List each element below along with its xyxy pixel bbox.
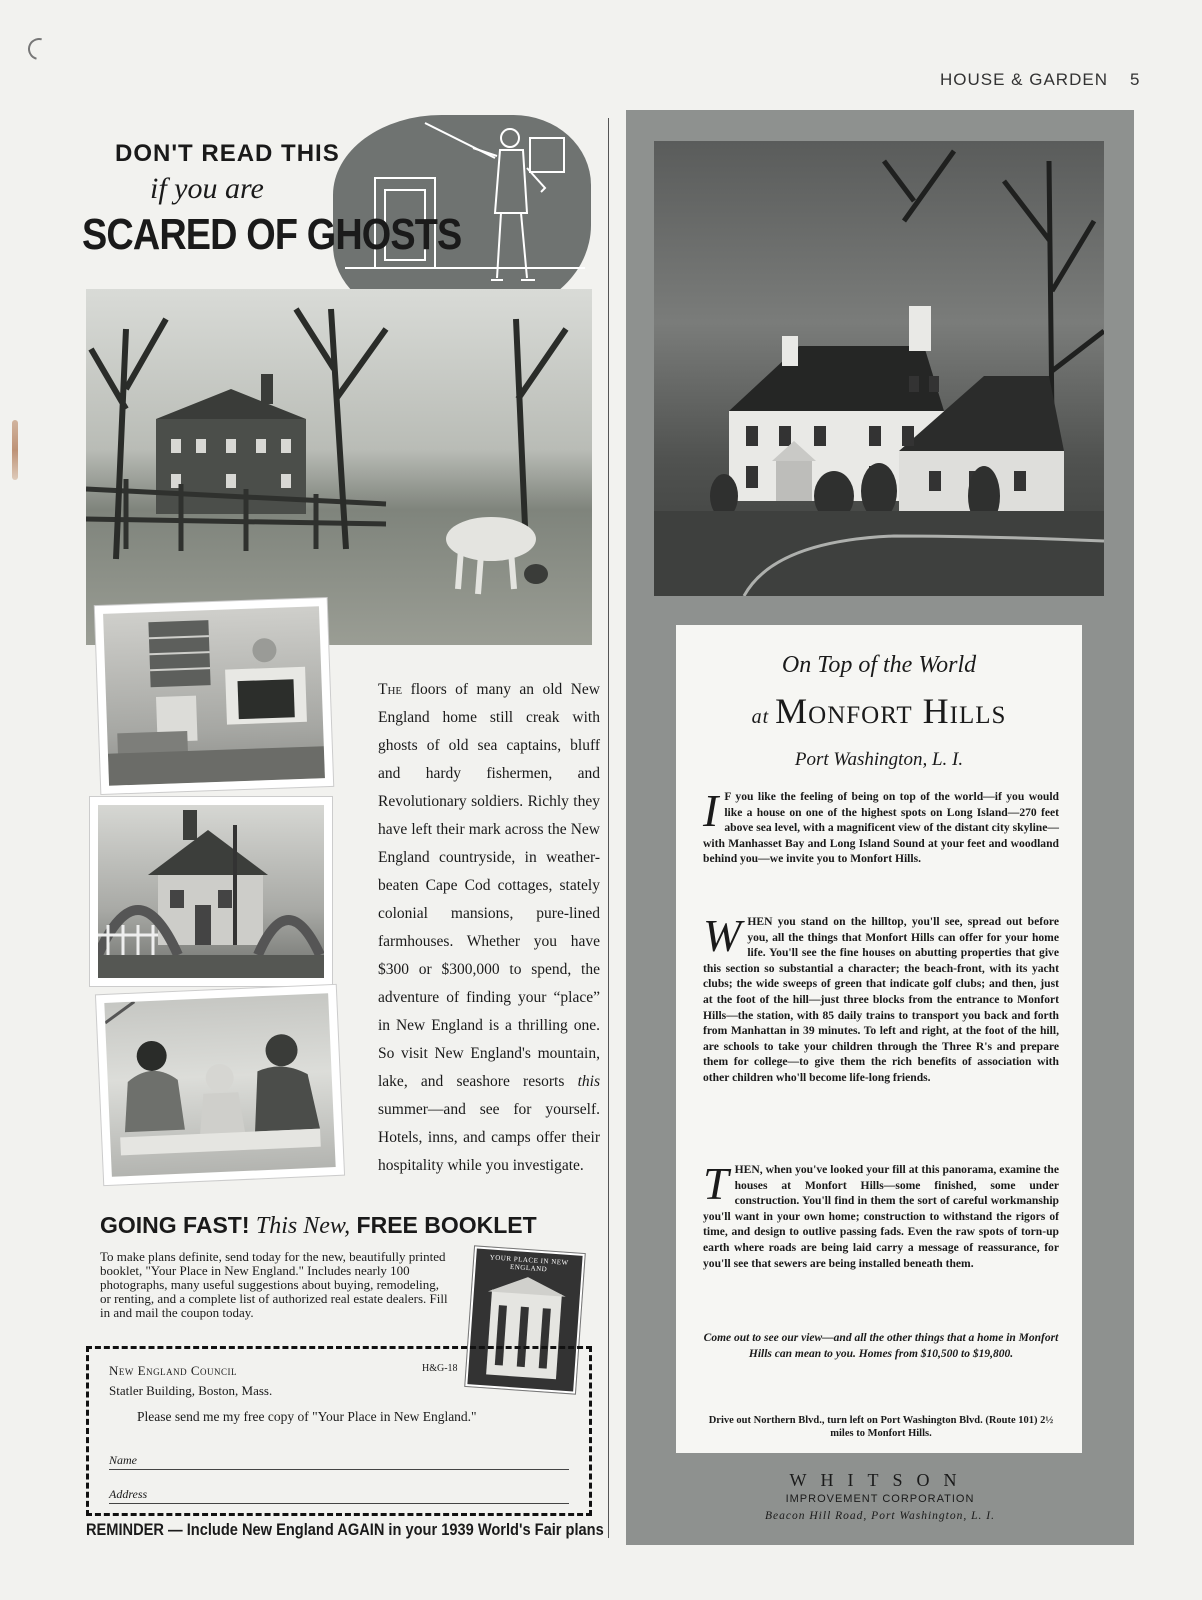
monfort-invitation: Come out to see our view—and all the other things that a home in Monfort Hills can mean to you. Homes from $10,500 to $19,800. — [703, 1332, 1059, 1360]
mail-coupon — [86, 1346, 592, 1516]
company-subtitle: IMPROVEMENT CORPORATION — [785, 1493, 975, 1505]
monfort-directions: Drive out Northern Blvd., turn left on Port Washington Blvd. (Route 101) 2½ miles to Monfort Hills. — [708, 1415, 1054, 1439]
body-copy-main: floors of many an old New England home still creak with ghosts of old sea captains, bluff and hardy fishermen, and Revolutionary soldiers. Richly they have left their mark across the New England countryside, in weather-beaten Cape Cod cottages, stately colonial mansions, pure-lined farmhouses. Whether you have $300 or $300,000 to spend, the adventure of finding your “place” in New England is a thrilling one. So visit New England's mountain, lake, and seashore resorts — [378, 681, 600, 1090]
headline-line-1: DON'T READ THIS — [115, 140, 340, 167]
coupon-address: Statler Building, Boston, Mass. — [109, 1383, 273, 1398]
body-copy — [378, 676, 600, 1180]
coupon-address-label: Address — [109, 1487, 148, 1501]
booklet-cover-title: YOUR PLACE IN NEW ENGLAND — [489, 1253, 569, 1274]
headline-line-2: if you are — [150, 172, 264, 205]
drop-cap-2: W — [703, 910, 742, 961]
monfort-title-2 — [676, 690, 1082, 732]
beach-family-photo — [96, 985, 344, 1185]
this-new-text: This New, — [255, 1213, 351, 1239]
body-copy-tail: summer—and see for yourself. Hotels, inns, and camps offer their hospitality while you investigate. — [378, 1101, 600, 1174]
coupon-request: Please send me my free copy of "Your Place in New England." — [137, 1409, 477, 1424]
reminder-line: REMINDER — Include New England AGAIN in your 1939 World's Fair plans — [86, 1520, 604, 1539]
monfort-location: Port Washington, L. I. — [794, 749, 964, 770]
monfort-hills-name: Monfort Hills — [775, 691, 1007, 731]
body-copy-emphasis: this — [577, 1073, 600, 1090]
cottage-photo — [90, 797, 332, 986]
coupon-council: New England Council — [109, 1363, 237, 1378]
magazine-name: HOUSE & GARDEN — [940, 70, 1108, 89]
paragraph-3-text: HEN, when you've looked your fill at this panorama, examine the houses at Monfort Hills—some finished, some under construction. You'll find in them the sort of careful workmanship you'll want in your own home; construction to withstand the rigors of time, and design to outlive passing fads. Even the raw spots of torn-up earth where roads are being laid carry a message of reassurance, for you'll see that sewers are being installed beneath them. — [703, 1163, 1059, 1270]
company-address: Beacon Hill Road, Port Washington, L. I. — [765, 1510, 995, 1522]
free-booklet-text: FREE BOOKLET — [356, 1212, 537, 1238]
column-divider — [608, 118, 609, 1538]
paper-stain — [12, 420, 18, 480]
company-name: WHITSON — [789, 1470, 971, 1490]
paragraph-1-text: F you like the feeling of being on top of the world—if you would like a house on one of the highest spots on Long Island—270 feet above sea level, with a magnificent view of the distant city skyline—with Manhasset Bay and Long Island Sound at your feet and woodland behind you—we invite you to Monfort Hills. — [703, 790, 1059, 866]
monfort-title-at: at — [751, 706, 770, 728]
colonial-house-photo — [654, 141, 1104, 596]
monfort-title-1: On Top of the World — [781, 652, 977, 678]
coupon-name-field[interactable] — [109, 1453, 569, 1470]
coupon-name-label: Name — [109, 1453, 137, 1467]
monfort-paragraph-2 — [703, 910, 1059, 1086]
drop-cap-1: I — [703, 785, 719, 836]
paragraph-2-text: HEN you stand on the hilltop, you'll see, spread out before you, all the things that Monfort Hills can offer for your home life. You'll see the fine houses on abutting properties that give this section so substantial a character; the beach-front, with its yacht clubs; the wide sweeps of green that indicate golf clubs; and then, just at the foot of the hill—just three blocks from the entrance to Monfort Hills—the station, with 85 daily trains to transport you back and forth from Manhattan in 39 minutes. To left and right, at the foot of the hill, are schools to take your children through the Three R's and prepare them for college—to give them the rich benefits of association with other children who'll become life-long friends. — [703, 915, 1059, 1084]
farmhouse-photo — [86, 289, 592, 645]
monfort-paragraph-1 — [703, 785, 1059, 867]
booklet-headline — [100, 1212, 537, 1240]
monfort-paragraph-3 — [703, 1158, 1059, 1271]
page-number: 5 — [1129, 70, 1141, 89]
living-room-photo — [95, 598, 333, 794]
binder-ring-mark — [24, 34, 54, 64]
body-copy-lead: The — [378, 681, 403, 698]
coupon-code: H&G-18 — [422, 1363, 458, 1374]
coupon-address-field[interactable] — [109, 1487, 569, 1504]
drop-cap-3: T — [703, 1158, 729, 1209]
going-fast-text: GOING FAST! — [100, 1212, 250, 1238]
booklet-description: To make plans definite, send today for the new, beautifully printed booklet, "Your Place in New England." Includes nearly 100 photographs, many useful suggestions about buying, remodeling, or renting, and a complete list of authorized real estate dealers. Fill in and mail the coupon today. — [100, 1249, 448, 1320]
headline-line-3: SCARED OF GHOSTS — [82, 210, 462, 259]
page-header — [940, 70, 1140, 90]
